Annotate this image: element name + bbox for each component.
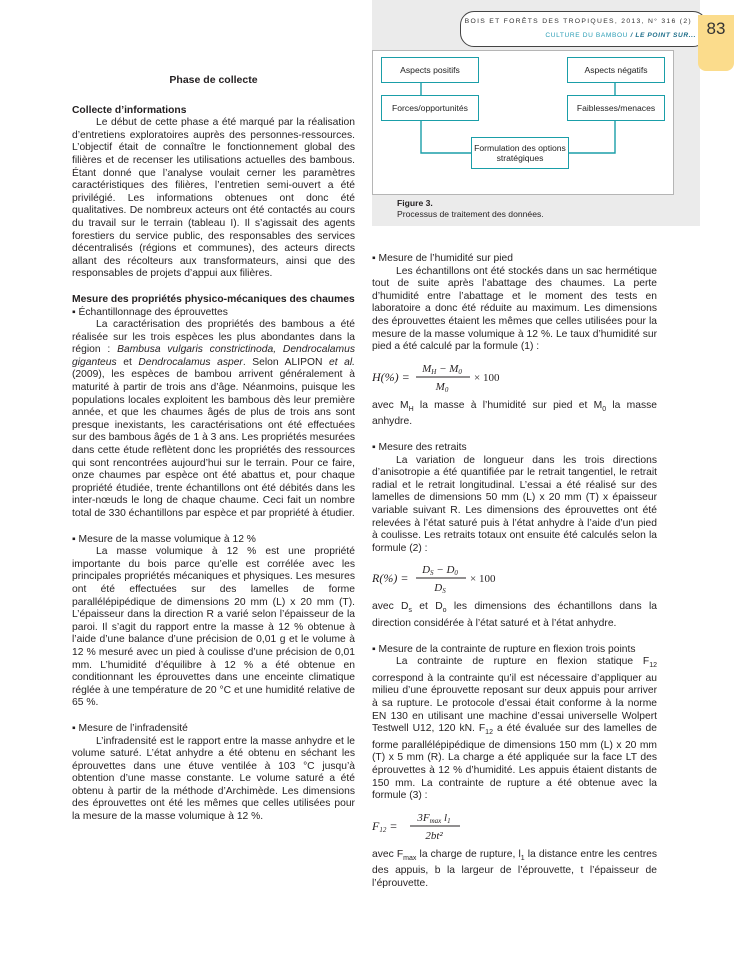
bullet-contrainte-rupture: ▪ Mesure de la contrainte de rupture en flexion trois points [372, 643, 636, 655]
eq3-lhs: F12 = [372, 818, 398, 834]
equation-2 [372, 561, 522, 595]
equation-1 [372, 360, 522, 394]
eq2-denominator: DS [434, 582, 446, 596]
bullet-echantillonnage: ▪ Échantillonnage des éprouvettes [72, 306, 228, 318]
left-column [72, 70, 355, 824]
bullet-masse-volumique: ▪ Mesure de la masse volumique à 12 % [72, 533, 256, 545]
bullet-humidite: ▪ Mesure de l’humidité sur pied [372, 253, 514, 264]
journal-title: BOIS ET FORÊTS DES TROPIQUES, 2013, N° 316 (2) [464, 18, 692, 25]
page-number-tab [698, 15, 734, 71]
eq3-denominator: 2bt² [425, 829, 443, 842]
paragraph-echantillonnage: La caractérisation des propriétés des bambous a été réalisée sur les trois espèces les plus abondantes dans la région : Bambusa vulgaris constrictinoda, Dendrocalamus giganteus et Dendrocalamus asper. Selon ALIPON et al. (2009), les espèces de bambou arrivent généralement à maturité à partir de trois ans d’âge. Néanmoins, puisque les populations locales exploitent les bambous dès leur première année, et que les chaumes âgés de plus de trois ans sont presque inexistants, les caractérisations ont été effectuées sur des bambous âgés de 1 à 3 ans. Les propriétés mesurées dans cette étude reflètent donc les propriétés des ressources qui sont rencontrées aujourd’hui sur le terrain. Pour ce faire, onze chaumes par espèce ont été abattus et, pour chaque propriété étudiée, trente échantillons ont été débités dans les inter-nœuds le long de chaque chaume. Ceci fait un nombre total de 330 échantillons par espèce et par propriété à étudier. [72, 319, 355, 519]
eq1-rhs: × 100 [474, 371, 500, 384]
eq2-rhs: × 100 [470, 573, 496, 586]
eq1-numerator: MH − M0 [422, 362, 462, 376]
bullet-infradensite: ▪ Mesure de l’infradensité [72, 722, 188, 734]
section-title-phase-collecte: Phase de collecte [169, 74, 258, 86]
paragraph-retraits: La variation de longueur dans les trois directions d’anisotropie a été quantifiée par le retrait tangentiel, le retrait radial et le retrait longitudinal. L’essai a été réalisé sur des lamelles de dimensions 50 mm (L) x 20 mm (T) x épaisseur variable suivant R. Les dimensions des éprouvettes ont été relevées à l’état saturé puis à l’état anhydre à l’aide d’un pied à coulisse. Les retraits totaux ont ensuite été calculés selon la formule (2) : [372, 454, 657, 554]
paragraph-collecte: Le début de cette phase a été marqué par la réalisation d’entretiens exploratoires auprès des personnes-ressources. L’objectif était de connaître le fonctionnement global des filières et de recenser les utilisations actuelles des bambous. Étant donné que l’analyse voulait cerner les paramètres caractéristiques des filières, l’entretien semi-ouvert a été privilégié. Les informations obtenues ont donc été qualitatives. De nombreux acteurs ont été contactés au cours du travail sur le terrain (tableau I). Il s’agissait des agents forestiers du service public, des responsables des services décentralisés (régions et communes), des acteurs directs allant des récolteurs aux transformateurs, ainsi que des responsables de projets d’appui aux filières. [72, 117, 355, 280]
figure-3-diagram [372, 50, 674, 195]
figure-label: Figure 3. [397, 198, 433, 208]
eq1-lhs: H(%) = [372, 369, 410, 384]
running-header [460, 11, 707, 47]
eq2-numerator: DS − D0 [422, 564, 458, 578]
eq1-denominator: M0 [435, 380, 449, 394]
paragraph-infradensite: L’infradensité est le rapport entre la masse anhydre et le volume saturé. L’état anhydre a été obtenu en séchant les éprouvettes dans une étuve ventilée à 103 °C jusqu’à obtention d’une masse constante. Le volume saturé a été obtenu à partir de la méthode d’Archimède. Les dimensions des éprouvettes ont été les mêmes que celles utilisées pour la mesure de la masse volumique à 12 %. [72, 735, 355, 823]
eq3-numerator: 3Fmax l1 [417, 811, 451, 825]
paragraph-after-eq3: avec $F_{max}$ la charge de rupture, $l_1$ la distance entre les centres des appuis, b la largeur de l’éprouvette, t l’épaisseur de l’éprouvette. [372, 848, 658, 890]
bullet-retraits: ▪ Mesure des retraits [372, 441, 467, 453]
page-number: 83 [706, 19, 726, 38]
box-aspects-negatifs: Aspects négatifs [567, 57, 665, 83]
paragraph-masse-volumique: La masse volumique à 12 % est une propriété importante du bois parce qu’elle est corrélée avec les principales propriétés mécaniques et physiques. Les mesures ont été effectuées sur des lamelles de forme parallélépipédique de dimensions 20 mm (L) x 20 mm (T). L’épaisseur dans la direction R a varié selon l’épaisseur de la paroi. Il s’agit du rapport entre la masse à 12 % obtenue à l’aide d’une balance d’une précision de 0,01 g et le volume à 12 % mesuré avec un pied à coulisse d’une précision de 0,01 mm. L’humidité d’équilibre à 12 % a été obtenue en conditionnant les éprouvettes dans une enceinte climatique réglée à une température de 20 °C et une humidité relative de 65 %. [72, 546, 355, 709]
figure-caption [397, 198, 544, 220]
box-faiblesses-menaces: Faiblesses/menaces [567, 95, 665, 121]
paragraph-after-eq1: avec $M_H$ la masse à l’humidité sur pied et $M_0$ la masse anhydre. [372, 399, 657, 428]
equation-3 [372, 809, 492, 843]
box-options-strategiques: Formulation des options stratégiques [471, 137, 569, 169]
paragraph-humidite: Les échantillons ont été stockés dans un sac hermétique tout de suite après l’abattage des chaumes. La perte d’humidité entre l’abattage et le moment des tests en laboratoire a donc été réduite au maximum. Les dimensions des éprouvettes étaient les mêmes que celles utilisées pour la mesure de la masse volumique à 12 %. Le taux d’humidité sur pied a été calculé par la formule (1) : [372, 265, 657, 353]
heading-mesure-proprietes: Mesure des propriétés physico-mécaniques des chaumes [72, 293, 355, 305]
paragraph-contrainte-rupture: La contrainte de rupture en flexion statique $F_{12}$ correspond à la contrainte qu’il est nécessaire d’appliquer au milieu d’une éprouvette reposant sur deux appuis pour arriver à sa rupture. Le protocole d’essai était conforme à la norme EN 130 en utilisant une machine d’essai universelle Wolpert Testwell U12, 120 kN. $F_{12}$ a été évaluée sur des lamelles de forme parallélépipédique de dimensions 150 mm (L) x 20 mm (T) x 5 mm (R). La charge a été appliquée sur la face LT des éprouvettes à 12 % d’humidité. Les appuis étaient distants de 150 mm. La contrainte de rupture a été obtenue avec la formule (3) : [372, 656, 657, 802]
heading-collecte: Collecte d’informations [72, 104, 187, 116]
paragraph-after-eq2: avec $D_s$ et $D_o$ les dimensions des échantillons dans la direction considérée à l’état saturé et à l’état anhydre. [372, 601, 657, 629]
figure-caption-text: Processus de traitement des données. [397, 209, 544, 219]
eq2-lhs: R(%) = [372, 571, 409, 586]
box-aspects-positifs: Aspects positifs [381, 57, 479, 83]
right-column [372, 253, 657, 891]
box-forces-opportunites: Forces/opportunités [381, 95, 479, 121]
section-title: CULTURE DU BAMBOU / LE POINT SUR... [545, 32, 696, 39]
